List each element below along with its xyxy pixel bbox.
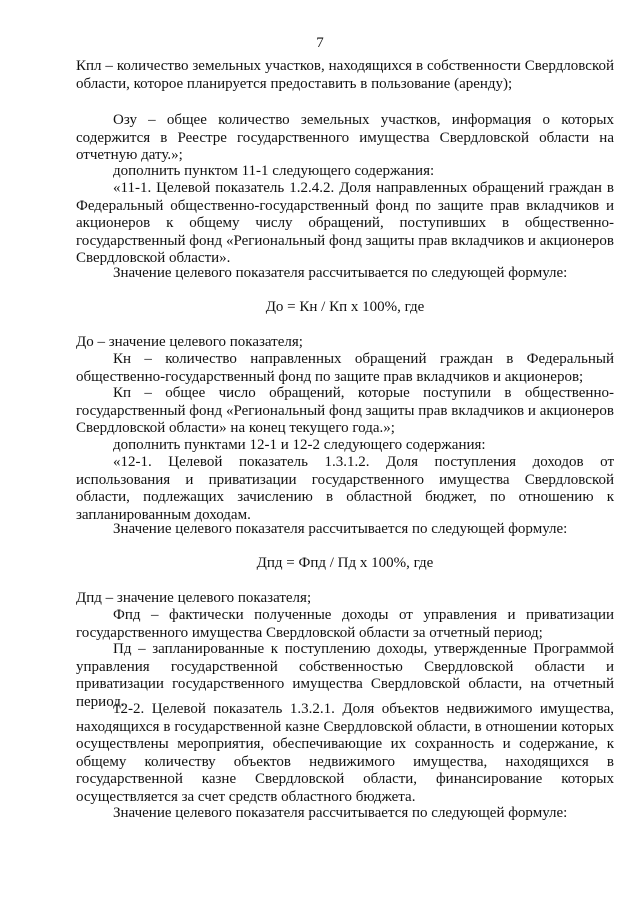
paragraph bbox=[76, 385, 614, 438]
paragraph bbox=[76, 180, 614, 268]
paragraph bbox=[76, 454, 614, 524]
paragraph bbox=[76, 590, 614, 608]
ozu-definition: Озу – общее количество земельных участков, информация о которых содержится в Реестре государственного имущества Свердловской области на отчетную дату.»; bbox=[76, 112, 614, 164]
dpd-definition: Дпд – значение целевого показателя; bbox=[76, 590, 312, 606]
formula-block bbox=[76, 298, 614, 316]
formula-intro: Значение целевого показателя рассчитывается по следующей формуле: bbox=[113, 521, 568, 537]
amendment-intro-12: дополнить пунктами 12-1 и 12-2 следующего содержания: bbox=[113, 437, 486, 453]
paragraph bbox=[76, 265, 614, 283]
paragraph bbox=[76, 437, 614, 455]
paragraph bbox=[76, 521, 614, 539]
do-definition: До – значение целевого показателя; bbox=[76, 334, 303, 350]
kp-definition: Кп – общее число обращений, которые поступили в общественно-государственный фонд «Региональный фонд защиты прав вкладчиков и акционеров Свердловской области» на конец текущего года.»; bbox=[76, 385, 614, 437]
formula-block bbox=[76, 554, 614, 572]
page-number: 7 bbox=[316, 35, 324, 51]
item-12-2: 12-2. Целевой показатель 1.3.2.1. Доля объектов недвижимого имущества, находящихся в государственной казне Свердловской области, в отношении которых осуществлены мероприятия, обеспечивающие их сохранность и содержание, к общему количеству объектов недвижимого имущества, находящихся в государственной казне Свердловской области, финансирование которых осуществляется за счет средств областного бюджета. bbox=[76, 701, 614, 805]
kn-definition: Кн – количество направленных обращений граждан в Федеральный общественно-государственный фонд по защите прав вкладчиков и акционеров; bbox=[76, 351, 614, 385]
formula-intro: Значение целевого показателя рассчитывается по следующей формуле: bbox=[113, 265, 568, 281]
fpd-definition: Фпд – фактически полученные доходы от управления и приватизации государственного имущества Свердловской области за отчетный период; bbox=[76, 607, 614, 641]
amendment-intro-11-1: дополнить пунктом 11-1 следующего содержания: bbox=[113, 163, 435, 179]
formula-intro: Значение целевого показателя рассчитывается по следующей формуле: bbox=[113, 805, 568, 821]
paragraph bbox=[76, 607, 614, 642]
kpl-definition: Кпл – количество земельных участков, находящихся в собственности Свердловской области, которое планируется предоставить в пользование (аренду); bbox=[76, 58, 614, 92]
paragraph bbox=[76, 334, 614, 352]
pd-definition: Пд – запланированные к поступлению доходы, утвержденные Программой управления государственной собственностью Свердловской области и приватизации государственного имущества Свердловской области, на отчетный период. bbox=[76, 641, 614, 710]
item-11-1: «11-1. Целевой показатель 1.2.4.2. Доля направленных обращений граждан в Федеральный общественно-государственный фонд по защите прав вкладчиков и акционеров к общему числу обращений, поступивших в общественно-государственный фонд «Региональный фонд защиты прав вкладчиков и акционеров Свердловской области». bbox=[76, 180, 614, 267]
paragraph bbox=[76, 58, 614, 93]
paragraph bbox=[76, 805, 614, 823]
paragraph bbox=[76, 163, 614, 181]
paragraph bbox=[76, 351, 614, 386]
formula-dpd: Дпд = Фпд / Пд х 100%, где bbox=[256, 555, 434, 571]
paragraph bbox=[76, 112, 614, 165]
formula-do: До = Кн / Кп х 100%, где bbox=[265, 299, 425, 315]
item-12-1: «12-1. Целевой показатель 1.3.1.2. Доля поступления доходов от использования и приватизации государственного имущества Свердловской области, подлежащих зачислению в областной бюджет, по отношению к запланированным доходам. bbox=[76, 454, 614, 523]
paragraph bbox=[76, 701, 614, 807]
